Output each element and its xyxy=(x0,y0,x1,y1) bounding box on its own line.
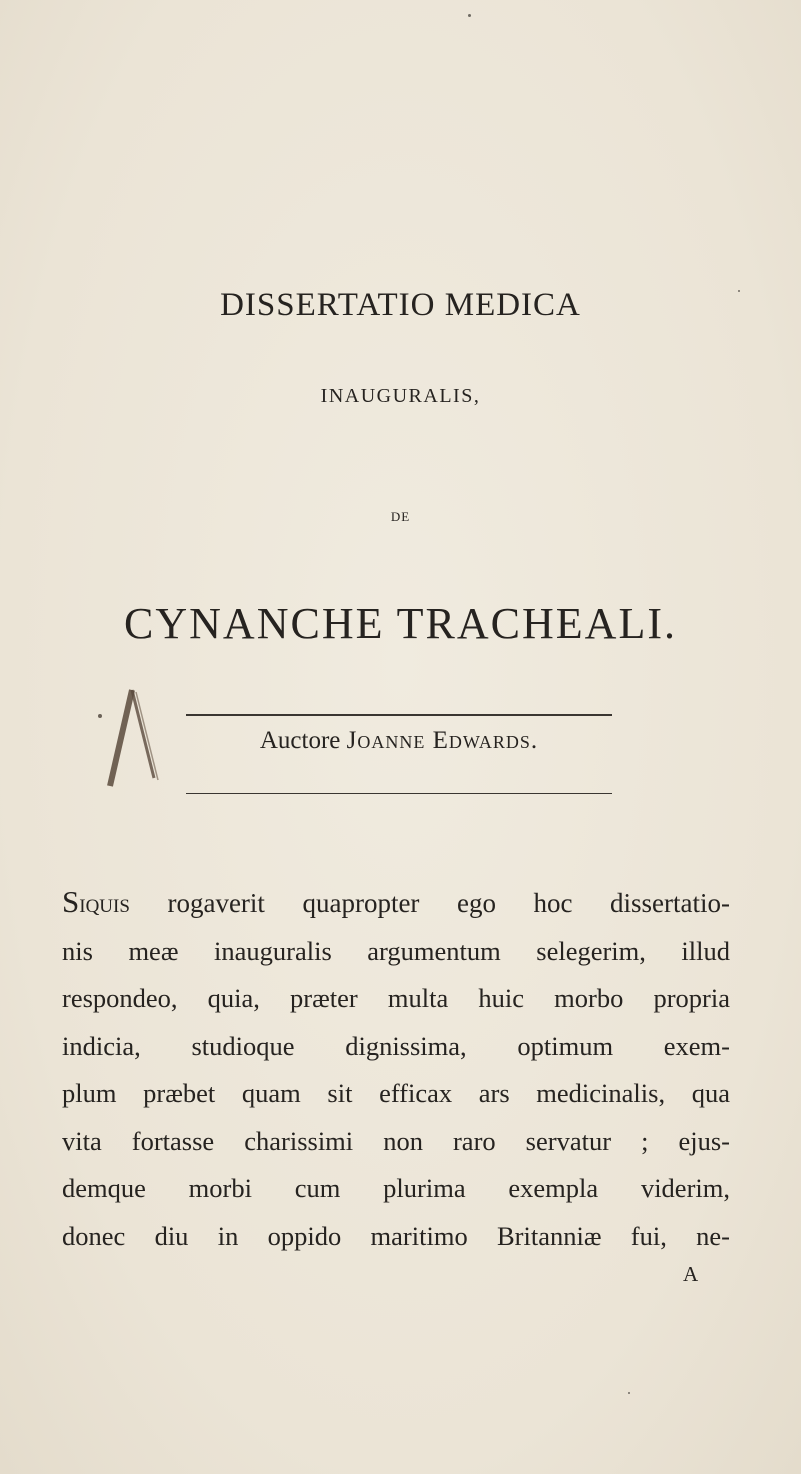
drop-cap: S xyxy=(62,884,80,919)
author-name: Joanne Edwards. xyxy=(346,727,539,754)
dissertation-subject: CYNANCHE TRACHEALI. xyxy=(124,599,677,648)
body-line-5: plum præbet quam sit efficax ars medicinalis, qua xyxy=(62,1078,730,1108)
author-rule-top xyxy=(186,714,612,716)
dissertation-title: DISSERTATIO MEDICA xyxy=(220,287,581,323)
body-line-6: vita fortasse charissimi non raro servatur ; ejus- xyxy=(62,1125,730,1156)
ink-speck xyxy=(628,1392,630,1394)
catchword: A xyxy=(683,1262,699,1286)
body-line-2: nis meæ inauguralis argumentum selegerim, illud xyxy=(62,935,730,966)
first-word-rest: iquis xyxy=(79,888,130,918)
body-line-1 xyxy=(62,878,730,928)
preposition-de: DE xyxy=(390,509,411,524)
ink-speck xyxy=(468,14,471,17)
body-line-7: demque morbi cum plurima exempla viderim, xyxy=(62,1173,730,1203)
body-line-8: donec diu in oppido maritimo Britanniæ fui, ne- xyxy=(62,1220,730,1251)
body-line-1-text: rogaverit quapropter ego hoc dissertatio- xyxy=(167,888,730,918)
author-rule-bottom xyxy=(186,793,612,794)
library-stamp-mark xyxy=(80,682,180,802)
dissertation-subtitle: INAUGURALIS, xyxy=(320,385,481,407)
author-prefix: Auctore xyxy=(259,727,341,754)
author-line xyxy=(186,727,612,755)
body-line-3: respondeo, quia, præter multa huic morbo propria xyxy=(62,983,730,1013)
body-paragraph xyxy=(62,878,730,1260)
body-line-4: indicia, studioque dignissima, optimum exem- xyxy=(62,1030,730,1061)
